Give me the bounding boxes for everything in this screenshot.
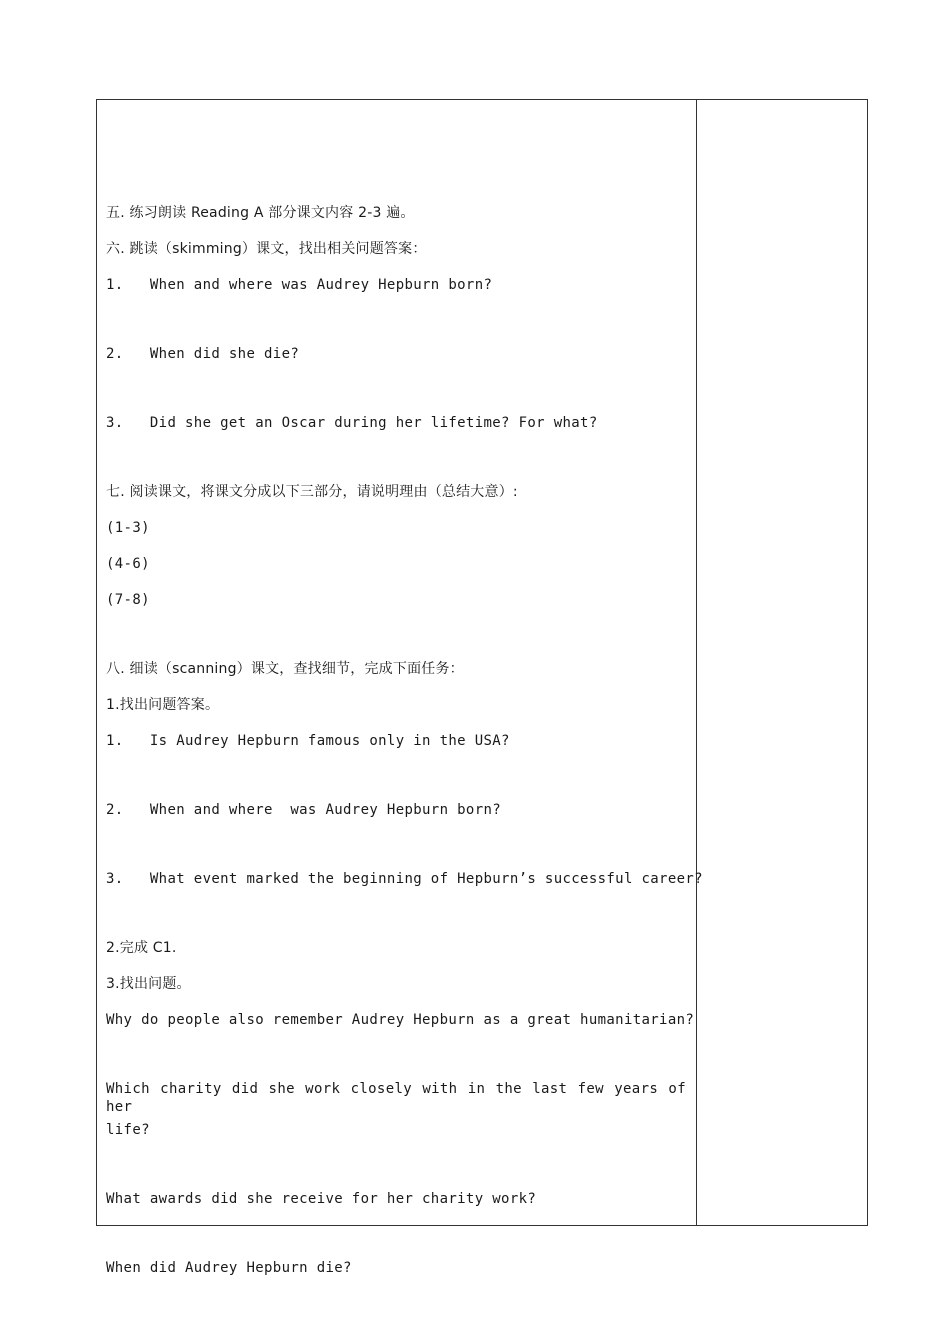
section-8-task-3: 3.找出问题。 <box>106 976 191 992</box>
find-question-4: When did Audrey Hepburn die? <box>106 1260 352 1276</box>
find-question-1: Why do people also remember Audrey Hepburn as a great humanitarian? <box>106 1012 695 1028</box>
find-question-3: What awards did she receive for her charity work? <box>106 1191 537 1207</box>
notes-cell <box>697 100 867 1225</box>
section-6-question-2: 2. When did she die? <box>106 346 300 362</box>
section-6-heading: 六. 跳读（skimming）课文，找出相关问题答案： <box>106 241 427 257</box>
section-8-task-2: 2.完成 C1. <box>106 940 177 956</box>
section-8-heading: 八. 细读（scanning）课文，查找细节，完成下面任务： <box>106 661 464 677</box>
section-8-question-2: 2. When and where was Audrey Hepburn born? <box>106 802 502 818</box>
worksheet-table <box>96 99 868 1276</box>
section-7-heading: 七. 阅读课文，将课文分成以下三部分，请说明理由（总结大意）: <box>106 484 518 500</box>
section-5-heading: 五. 练习朗读 Reading A 部分课文内容 2-3 遍。 <box>106 205 415 221</box>
section-7-part-1: (1-3) <box>106 520 150 536</box>
section-8-task-1: 1.找出问题答案。 <box>106 697 220 713</box>
section-6-question-1: 1. When and where was Audrey Hepburn born? <box>106 277 493 293</box>
find-question-2-line-2: life? <box>106 1122 150 1138</box>
section-7-part-2: (4-6) <box>106 556 150 572</box>
section-7-part-3: (7-8) <box>106 592 150 608</box>
section-8-question-1: 1. Is Audrey Hepburn famous only in the USA? <box>106 733 510 749</box>
content-cell <box>97 100 703 1276</box>
section-8-question-3: 3. What event marked the beginning of Hepburn’s successful career? <box>106 871 703 887</box>
section-6-question-3: 3. Did she get an Oscar during her lifetime? For what? <box>106 415 598 431</box>
find-question-2-line-1: Which charity did she work closely with in the last few years of her <box>106 1081 686 1115</box>
